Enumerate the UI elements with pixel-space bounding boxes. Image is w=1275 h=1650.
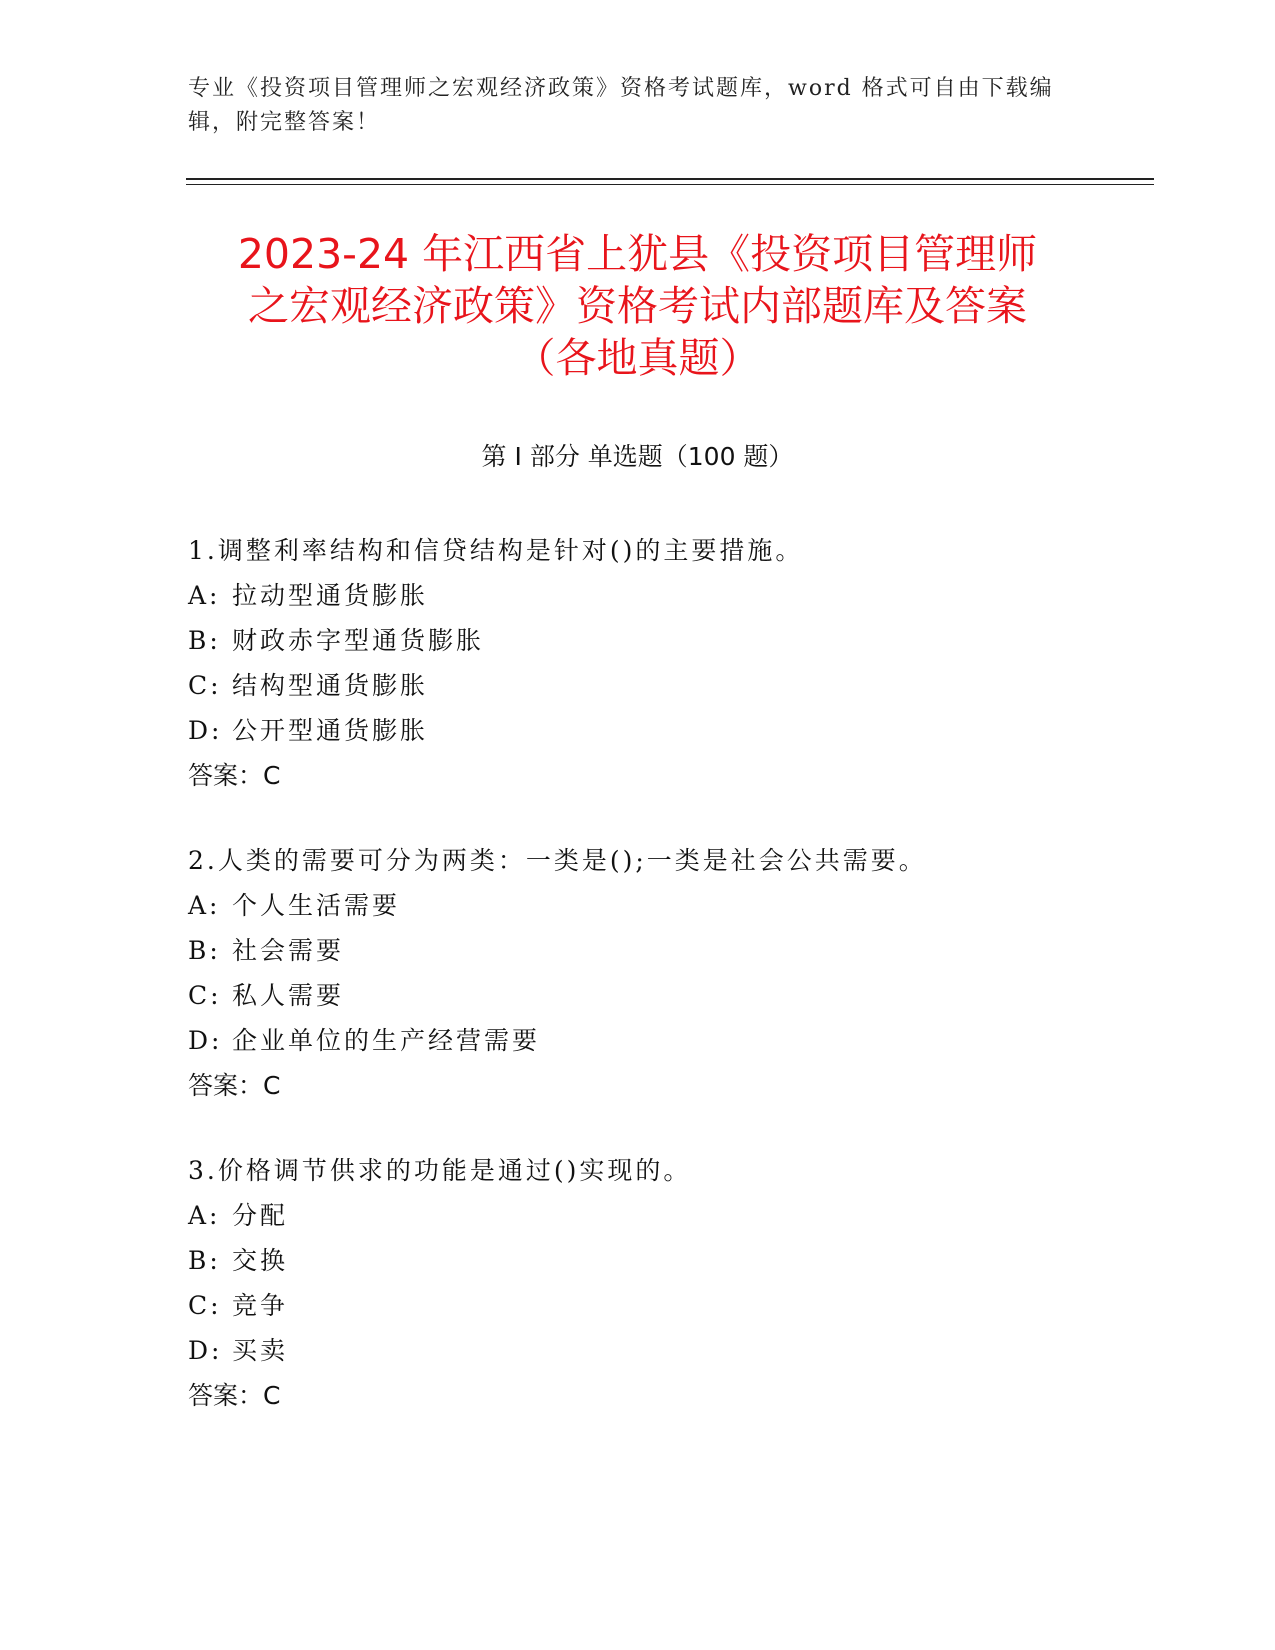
option-letter: A:: [188, 581, 221, 610]
option-letter: A:: [188, 891, 221, 920]
option-letter: D:: [188, 1336, 223, 1365]
option-text: 企业单位的生产经营需要: [232, 1026, 541, 1055]
option-text: 个人生活需要: [232, 891, 401, 920]
option-d: [188, 1018, 1148, 1063]
question-stem: 2.人类的需要可分为两类：一类是();一类是社会公共需要。: [188, 846, 927, 875]
option-text: 分配: [232, 1201, 289, 1230]
option-a: [188, 573, 1148, 618]
option-letter: D:: [188, 1026, 223, 1055]
question-list: [188, 528, 1148, 1458]
option-letter: A:: [188, 1201, 221, 1230]
document-title: [160, 228, 1115, 384]
option-c: [188, 1283, 1148, 1328]
document-title-line-2: 之宏观经济政策》资格考试内部题库及答案: [248, 282, 1027, 330]
section-heading: 第 I 部分 单选题（100 题）: [481, 442, 794, 471]
option-letter: D:: [188, 716, 223, 745]
answer-line: 答案：C: [188, 1381, 281, 1410]
option-text: 社会需要: [232, 936, 345, 965]
option-letter: C:: [188, 671, 222, 700]
option-c: [188, 973, 1148, 1018]
document-title-line-3: （各地真题）: [514, 334, 761, 382]
option-text: 竞争: [232, 1291, 289, 1320]
option-letter: B:: [188, 936, 221, 965]
answer-line: 答案：C: [188, 761, 281, 790]
header-note-line-1: 专业《投资项目管理师之宏观经济政策》资格考试题库，word 格式可自由下载编: [188, 76, 1054, 101]
option-text: 私人需要: [232, 981, 345, 1010]
header-note-line-2: 辑，附完整答案！: [188, 110, 381, 135]
question-stem: 3.价格调节供求的功能是通过()实现的。: [188, 1156, 692, 1185]
option-text: 公开型通货膨胀: [232, 716, 429, 745]
header-divider-thin: [186, 184, 1154, 185]
option-c: [188, 663, 1148, 708]
option-letter: B:: [188, 1246, 221, 1275]
option-text: 交换: [232, 1246, 289, 1275]
option-text: 财政赤字型通货膨胀: [232, 626, 485, 655]
option-b: [188, 618, 1148, 663]
question-3: [188, 1148, 1148, 1418]
option-b: [188, 1238, 1148, 1283]
header-divider-thick: [186, 178, 1154, 180]
option-a: [188, 1193, 1148, 1238]
option-d: [188, 1328, 1148, 1373]
option-text: 结构型通货膨胀: [232, 671, 429, 700]
option-letter: C:: [188, 981, 222, 1010]
option-letter: B:: [188, 626, 221, 655]
option-b: [188, 928, 1148, 973]
document-title-line-1: 2023-24 年江西省上犹县《投资项目管理师: [237, 230, 1038, 278]
option-d: [188, 708, 1148, 753]
option-letter: C:: [188, 1291, 222, 1320]
option-a: [188, 883, 1148, 928]
question-2: [188, 838, 1148, 1108]
question-stem: 1.调整利率结构和信贷结构是针对()的主要措施。: [188, 536, 804, 565]
option-text: 买卖: [232, 1336, 289, 1365]
question-1: [188, 528, 1148, 798]
answer-line: 答案：C: [188, 1071, 281, 1100]
header-note: [188, 72, 1068, 140]
option-text: 拉动型通货膨胀: [232, 581, 429, 610]
